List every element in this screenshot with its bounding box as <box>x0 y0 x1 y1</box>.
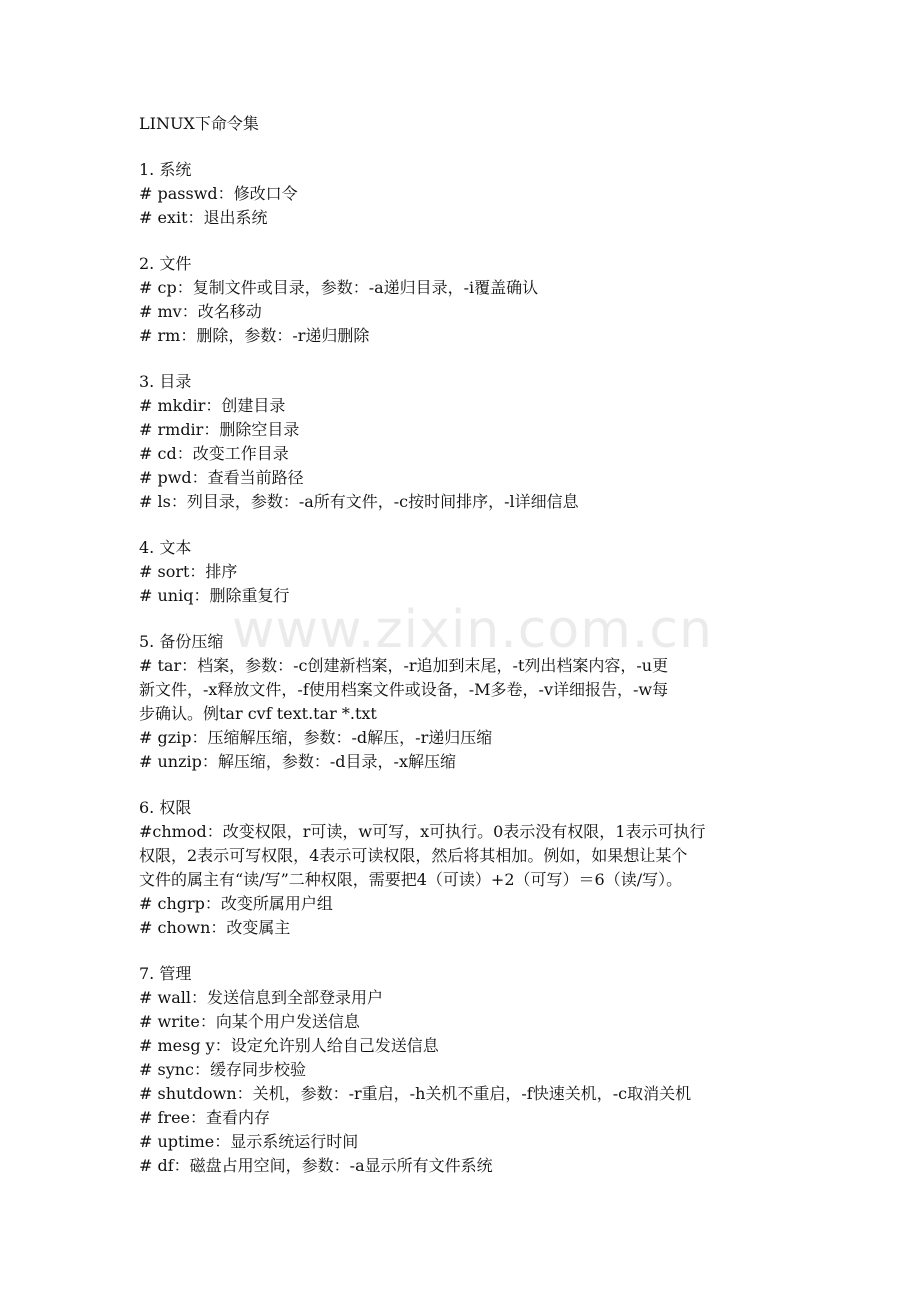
section <box>139 630 789 774</box>
section-heading: 5. 备份压缩 <box>139 632 224 651</box>
command-line: # free：查看内存 <box>139 1108 271 1127</box>
section <box>139 962 789 1178</box>
command-line: # sort：排序 <box>139 562 238 581</box>
command-line: # cd：改变工作目录 <box>139 444 289 463</box>
command-line: # sync：缓存同步校验 <box>139 1060 307 1079</box>
command-line: 权限，2表示可写权限，4表示可读权限，然后将其相加。例如，如果想让某个 <box>139 846 688 865</box>
section-spacer <box>139 608 789 630</box>
section-heading: 4. 文本 <box>139 538 192 557</box>
document-page <box>139 112 789 1178</box>
section-spacer <box>139 230 789 252</box>
command-line: # mkdir：创建目录 <box>139 396 286 415</box>
command-line: # shutdown：关机，参数：-r重启，-h关机不重启，-f快速关机，-c取消关机 <box>139 1084 692 1103</box>
command-line: # passwd：修改口令 <box>139 184 298 203</box>
command-line: # wall：发送信息到全部登录用户 <box>139 988 383 1007</box>
section-heading: 3. 目录 <box>139 372 192 391</box>
section-spacer <box>139 514 789 536</box>
command-line: # write：向某个用户发送信息 <box>139 1012 360 1031</box>
command-line: # rmdir：删除空目录 <box>139 420 300 439</box>
command-line: # chown：改变属主 <box>139 918 291 937</box>
command-line: # df：磁盘占用空间，参数：-a显示所有文件系统 <box>139 1156 493 1175</box>
command-line: # mv：改名移动 <box>139 302 262 321</box>
command-line: # mesg y：设定允许别人给自己发送信息 <box>139 1036 439 1055</box>
section-heading: 1. 系统 <box>139 160 192 179</box>
section-spacer <box>139 348 789 370</box>
command-line: # exit：退出系统 <box>139 208 268 227</box>
section <box>139 252 789 348</box>
command-line: # cp：复制文件或目录，参数：-a递归目录，-i覆盖确认 <box>139 278 539 297</box>
sections-container <box>139 158 789 1178</box>
command-line: # gzip：压缩解压缩，参数：-d解压，-r递归压缩 <box>139 728 493 747</box>
section-heading: 7. 管理 <box>139 964 192 983</box>
command-line: # unzip：解压缩，参数：-d目录，-x解压缩 <box>139 752 456 771</box>
command-line: # rm：删除，参数：-r递归删除 <box>139 326 370 345</box>
command-line: 新文件，-x释放文件，-f使用档案文件或设备，-M多卷，-v详细报告，-w每 <box>139 680 669 699</box>
section <box>139 370 789 514</box>
section-spacer <box>139 774 789 796</box>
command-line: 步确认。例tar cvf text.tar *.txt <box>139 704 377 723</box>
section-heading: 6. 权限 <box>139 798 192 817</box>
section <box>139 158 789 230</box>
section-heading: 2. 文件 <box>139 254 192 273</box>
command-line: #chmod：改变权限，r可读，w可写，x可执行。0表示没有权限，1表示可执行 <box>139 822 706 841</box>
command-line: # uptime：显示系统运行时间 <box>139 1132 359 1151</box>
section-spacer <box>139 940 789 962</box>
command-line: 文件的属主有“读/写”二种权限，需要把4（可读）+2（可写）＝6（读/写）。 <box>139 870 683 889</box>
watermark: www.zixin.com.cn <box>232 600 713 660</box>
document-title: LINUX下命令集 <box>139 114 259 133</box>
section <box>139 536 789 608</box>
command-line: # uniq：删除重复行 <box>139 586 290 605</box>
command-line: # chgrp：改变所属用户组 <box>139 894 333 913</box>
command-line: # pwd：查看当前路径 <box>139 468 304 487</box>
section <box>139 796 789 940</box>
command-line: # tar：档案，参数：-c创建新档案，-r追加到末尾，-t列出档案内容，-u更 <box>139 656 669 675</box>
command-line: # ls：列目录，参数：-a所有文件，-c按时间排序，-l详细信息 <box>139 492 579 511</box>
